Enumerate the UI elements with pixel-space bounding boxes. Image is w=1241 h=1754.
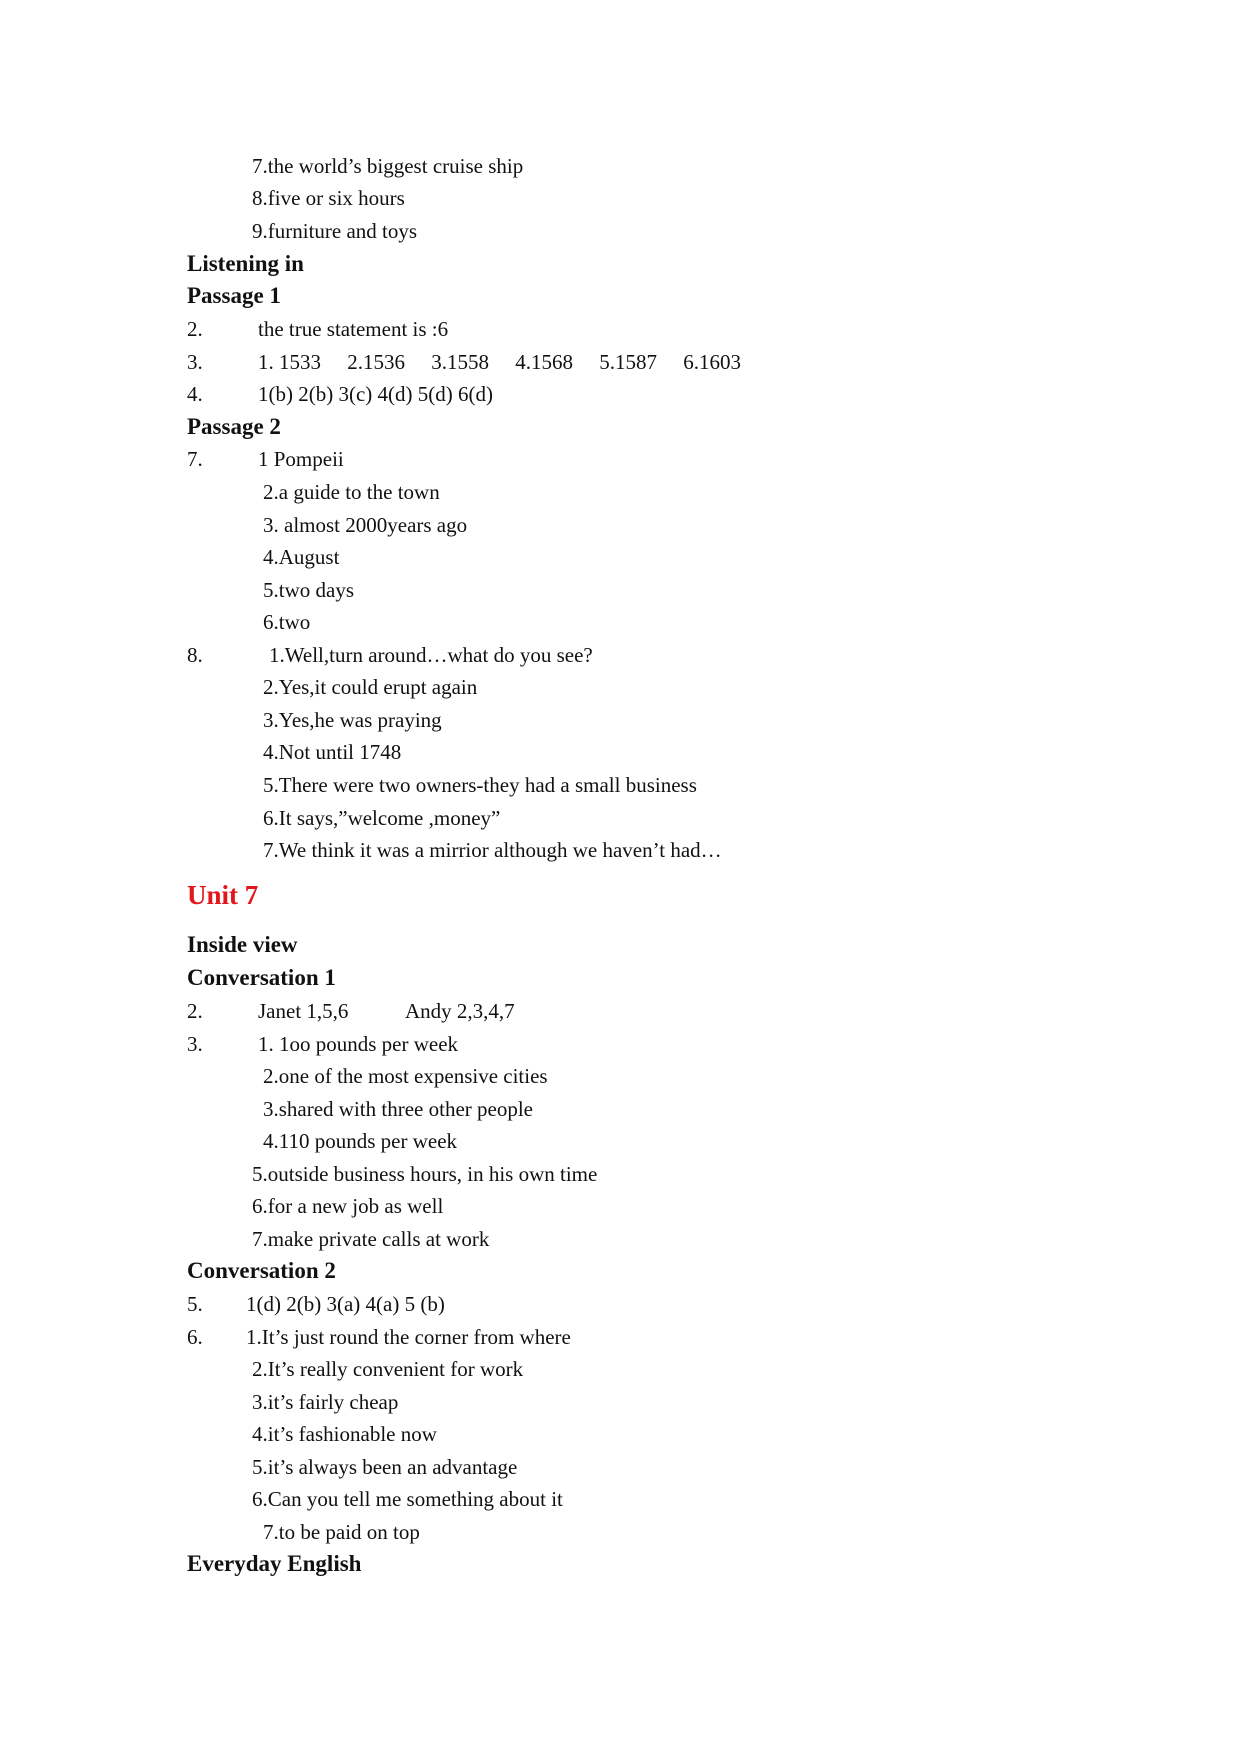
answer-line: 6.two: [263, 610, 311, 634]
section-heading: Listening in: [187, 251, 304, 276]
answer-line: 3.Yes,he was praying: [263, 708, 442, 732]
answer-line: 7.make private calls at work: [252, 1227, 490, 1251]
answer-line: 2.Yes,it could erupt again: [263, 675, 478, 699]
question-number: 3.: [187, 1032, 203, 1056]
answer-line: 2.a guide to the town: [263, 480, 440, 504]
answer-line: 1.It’s just round the corner from where: [246, 1325, 571, 1349]
section-heading: Passage 2: [187, 414, 281, 439]
answer-line: 1 Pompeii: [258, 447, 344, 471]
answer-line: 3. almost 2000years ago: [263, 513, 468, 537]
question-number: 2.: [187, 999, 203, 1023]
answer-line: 1(d) 2(b) 3(a) 4(a) 5 (b): [246, 1292, 445, 1316]
answer-line: 5.it’s always been an advantage: [252, 1455, 518, 1479]
answer-line: 9.furniture and toys: [252, 219, 418, 243]
answer-line: 3.shared with three other people: [263, 1097, 533, 1121]
answer-line: 6.It says,”welcome ,money”: [263, 806, 501, 830]
answer-line: 6.Can you tell me something about it: [252, 1487, 563, 1511]
answer-line: 1. 1oo pounds per week: [258, 1032, 459, 1056]
question-number: 3.: [187, 350, 203, 374]
answer-line: 6.for a new job as well: [252, 1194, 444, 1218]
question-number: 5.: [187, 1292, 203, 1316]
answer-line: 3.it’s fairly cheap: [252, 1390, 399, 1414]
section-heading: Passage 1: [187, 283, 281, 308]
answer-line: 4.110 pounds per week: [263, 1129, 458, 1153]
question-number: 6.: [187, 1325, 203, 1349]
answer-line: 4.it’s fashionable now: [252, 1422, 437, 1446]
answer-line: 1.Well,turn around…what do you see?: [269, 643, 593, 667]
answer-line: 7.We think it was a mirrior although we haven’t had…: [263, 838, 722, 862]
answer-line: 2.one of the most expensive cities: [263, 1064, 548, 1088]
section-heading: Everyday English: [187, 1551, 362, 1576]
question-number: 4.: [187, 382, 203, 406]
question-number: 2.: [187, 317, 203, 341]
question-number: 8.: [187, 643, 203, 667]
answer-line: 2.It’s really convenient for work: [252, 1357, 524, 1381]
unit-heading: Unit 7: [187, 880, 259, 910]
question-number: 7.: [187, 447, 203, 471]
answer-line: the true statement is :6: [258, 317, 449, 341]
answer-line: 7.the world’s biggest cruise ship: [252, 154, 524, 178]
answer-line: 7.to be paid on top: [263, 1520, 420, 1544]
answer-line: 4.Not until 1748: [263, 740, 402, 764]
answer-line: 8.five or six hours: [252, 186, 405, 210]
answer-line: 5.There were two owners-they had a small business: [263, 773, 697, 797]
section-heading: Conversation 2: [187, 1258, 336, 1283]
answer-line: 1(b) 2(b) 3(c) 4(d) 5(d) 6(d): [258, 382, 493, 406]
answer-line: 4.August: [263, 545, 340, 569]
answer-line: 1. 1533 2.1536 3.1558 4.1568 5.1587 6.1603: [258, 350, 741, 374]
answer-line: 5.two days: [263, 578, 354, 602]
section-heading: Conversation 1: [187, 965, 336, 990]
answer-line: Janet 1,5,6 Andy 2,3,4,7: [258, 999, 515, 1023]
section-heading: Inside view: [187, 932, 298, 957]
answer-line: 5.outside business hours, in his own time: [252, 1162, 598, 1186]
